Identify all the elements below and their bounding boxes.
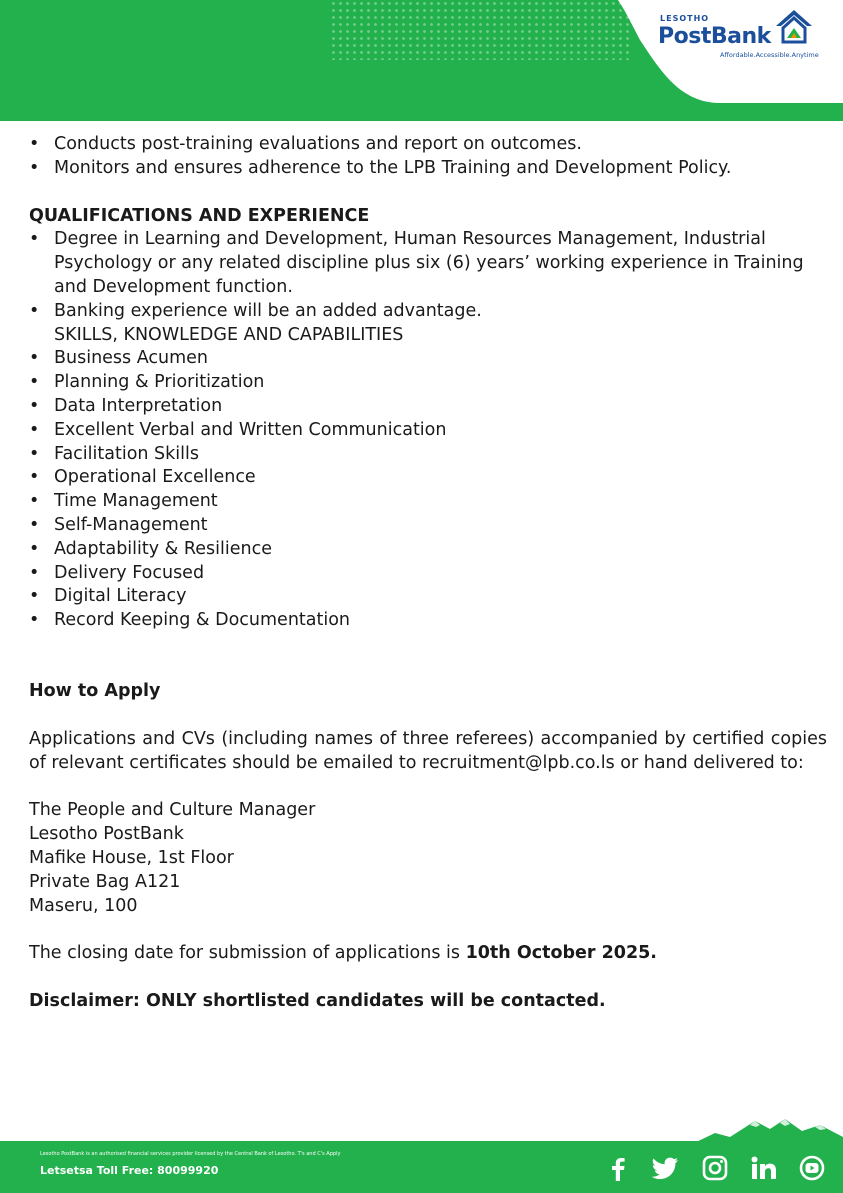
responsibilities-list: [29, 133, 827, 181]
list-item: • Delivery Focused: [29, 562, 827, 586]
closing-date-prefix: The closing date for submission of applications is: [29, 943, 466, 964]
address-line: Mafike House, 1st Floor: [29, 847, 234, 868]
youtube-icon[interactable]: [797, 1154, 827, 1182]
address-line: Lesotho PostBank: [29, 824, 184, 845]
how-to-apply-heading: How to Apply: [29, 680, 161, 701]
list-item: • Banking experience will be an added advantage.: [29, 300, 827, 324]
list-item: • Self-Management: [29, 514, 827, 538]
closing-date: 10th October 2025.: [465, 943, 657, 964]
address-line: Private Bag A121: [29, 871, 181, 892]
list-item: • Adaptability & Resilience: [29, 538, 827, 562]
address-line: Maseru, 100: [29, 895, 138, 916]
postbank-logo: [658, 8, 828, 68]
toll-free-number: Letsetsa Toll Free: 80099920: [40, 1164, 219, 1177]
list-item: • Time Management: [29, 490, 827, 514]
job-advert-body: [29, 133, 827, 1014]
logo-country-text: LESOTHO: [660, 14, 710, 23]
facebook-icon[interactable]: [603, 1154, 633, 1182]
list-item: • Operational Excellence: [29, 466, 827, 490]
legal-notice: Lesotho PostBank is an authorised financial services provider licensed by the Central Bank of Lesotho. T's and C's Apply: [40, 1151, 341, 1157]
list-item: • Conducts post-training evaluations and report on outcomes.: [29, 133, 827, 157]
list-item: • Facilitation Skills: [29, 443, 827, 467]
page-footer: [0, 1141, 843, 1193]
twitter-icon[interactable]: [650, 1154, 680, 1182]
skills-heading: SKILLS, KNOWLEDGE AND CAPABILITIES: [54, 324, 404, 345]
list-item: • Record Keeping & Documentation: [29, 609, 827, 633]
list-item: • Degree in Learning and Development, Human Resources Management, Industrial Psychology or any related discipline plus six (6) years’ working experience in Training and Development function.: [29, 228, 827, 299]
logo-brand-text: PostBank: [658, 24, 771, 49]
list-item: • Digital Literacy: [29, 585, 827, 609]
closing-date-line: [29, 942, 827, 966]
list-item: • Monitors and ensures adherence to the LPB Training and Development Policy.: [29, 157, 827, 181]
address-block: [29, 799, 827, 918]
disclaimer: Disclaimer: ONLY shortlisted candidates will be contacted.: [29, 991, 606, 1012]
list-item: • Data Interpretation: [29, 395, 827, 419]
linkedin-icon[interactable]: [749, 1154, 779, 1182]
list-item: • Excellent Verbal and Written Communication: [29, 419, 827, 443]
qualifications-heading: QUALIFICATIONS AND EXPERIENCE: [29, 205, 370, 226]
house-logo-icon: [774, 8, 814, 46]
address-line: The People and Culture Manager: [29, 800, 316, 821]
application-instructions: Applications and CVs (including names of three referees) accompanied by certified copies of relevant certificates should be emailed to recruitment@lpb.co.ls or hand delivered to:: [29, 728, 827, 773]
logo-tagline: Affordable.Accessible.Anytime: [720, 51, 819, 59]
list-item: • Business Acumen: [29, 347, 827, 371]
page-header: [0, 0, 843, 121]
instagram-icon[interactable]: [700, 1154, 730, 1182]
list-item: • Planning & Prioritization: [29, 371, 827, 395]
skills-list: [29, 347, 827, 633]
qualifications-list: [29, 228, 827, 323]
